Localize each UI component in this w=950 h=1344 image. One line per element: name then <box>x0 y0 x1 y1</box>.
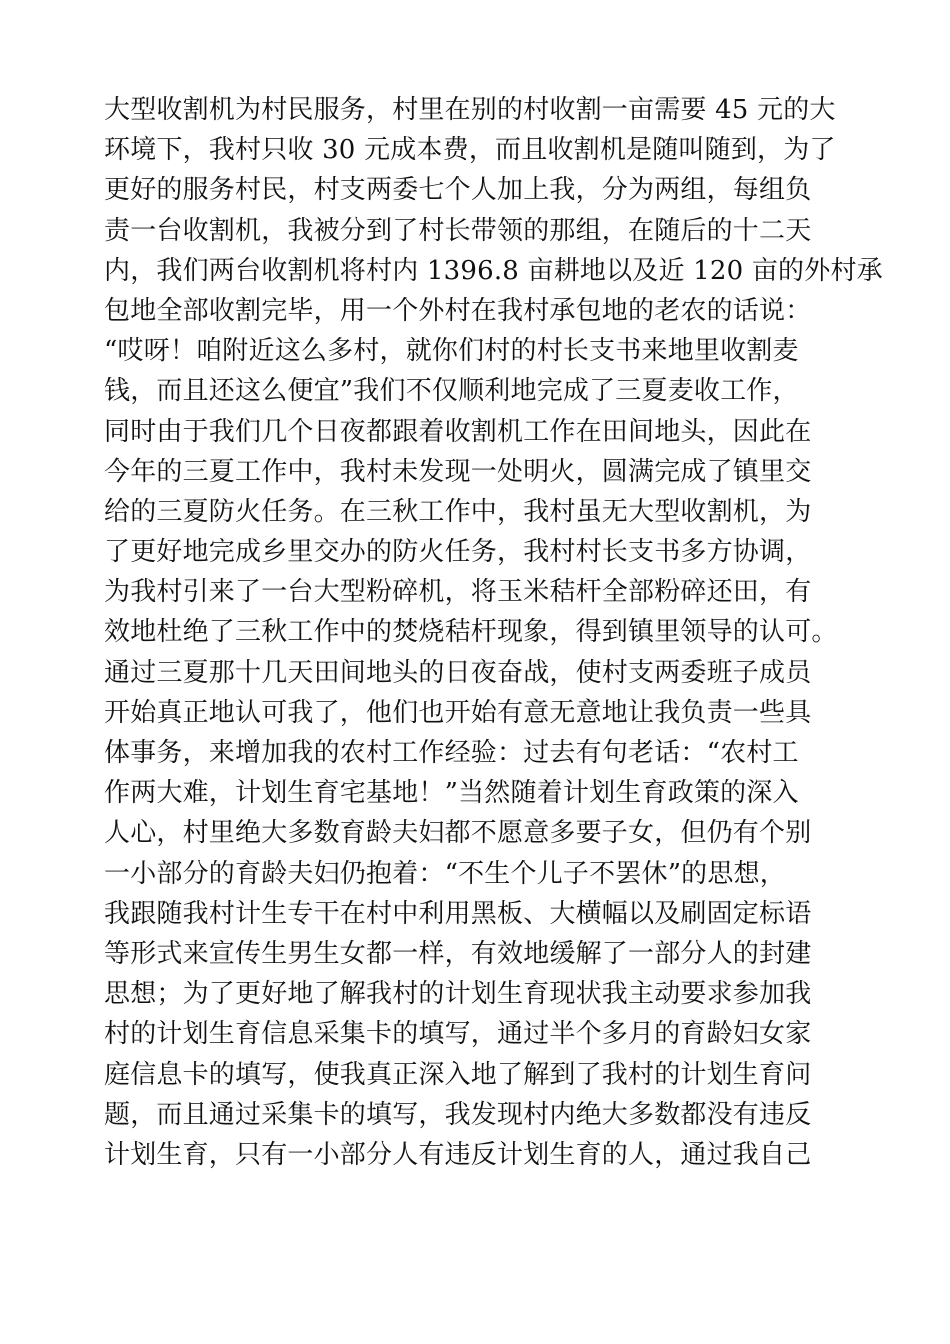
text-line: 责一台收割机，我被分到了村长带领的那组，在随后的十二天 <box>104 215 812 246</box>
text-line: 庭信息卡的填写，使我真正深入地了解到了我村的计划生育问 <box>104 1059 812 1090</box>
text-line: 思想；为了更好地了解我村的计划生育现状我主动要求参加我 <box>104 979 812 1010</box>
text-line: 更好的服务村民，村支两委七个人加上我，分为两组，每组负 <box>104 175 812 206</box>
text-line: 作两大难，计划生育宅基地！”当然随着计划生育政策的深入 <box>104 778 799 809</box>
text-line: 通过三夏那十几天田间地头的日夜奋战，使村支两委班子成员 <box>104 657 812 688</box>
text-line: 了更好地完成乡里交办的防火任务，我村村长支书多方协调， <box>104 537 812 568</box>
body-text <box>104 90 883 1175</box>
text-line: 我跟随我村计生专干在村中利用黑板、大横幅以及刷固定标语 <box>104 898 812 929</box>
text-line: 环境下，我村只收 30 元成本费，而且收割机是随叫随到，为了 <box>104 135 836 166</box>
text-line: 内，我们两台收割机将村内 1396.8 亩耕地以及近 120 亩的外村承 <box>104 255 883 286</box>
text-line: 人心，村里绝大多数育龄夫妇都不愿意多要子女，但仍有个别 <box>104 818 812 849</box>
text-line: 开始真正地认可我了，他们也开始有意无意地让我负责一些具 <box>104 697 812 728</box>
text-line: 为我村引来了一台大型粉碎机，将玉米秸杆全部粉碎还田，有 <box>104 577 812 608</box>
text-line: 大型收割机为村民服务，村里在别的村收割一亩需要 45 元的大 <box>104 95 836 125</box>
text-line: 效地杜绝了三秋工作中的焚烧秸杆现象，得到镇里领导的认可。 <box>104 617 838 648</box>
text-line: 体事务，来增加我的农村工作经验：过去有句老话：“农村工 <box>104 738 799 768</box>
text-line: 题，而且通过采集卡的填写，我发现村内绝大多数都没有违反 <box>104 1099 812 1130</box>
text-line: 村的计划生育信息采集卡的填写，通过半个多月的育龄妇女家 <box>104 1019 812 1050</box>
text-line: 等形式来宣传生男生女都一样，有效地缓解了一部分人的封建 <box>104 938 812 969</box>
text-line: 给的三夏防火任务。在三秋工作中，我村虽无大型收割机，为 <box>104 496 812 527</box>
text-line: “哎呀！咱附近这么多村，就你们村的村长支书来地里收割麦 <box>104 336 799 367</box>
text-line: 今年的三夏工作中，我村未发现一处明火，圆满完成了镇里交 <box>104 456 812 487</box>
text-line: 一小部分的育龄夫妇仍抱着：“不生个儿子不罢休”的思想， <box>104 858 786 889</box>
text-line: 同时由于我们几个日夜都跟着收割机工作在田间地头，因此在 <box>104 416 812 447</box>
text-line: 计划生育，只有一小部分人有违反计划生育的人，通过我自己 <box>104 1139 812 1170</box>
text-line: 包地全部收割完毕，用一个外村在我村承包地的老农的话说： <box>104 295 812 326</box>
text-line: 钱，而且还这么便宜”我们不仅顺利地完成了三夏麦收工作， <box>104 376 799 407</box>
